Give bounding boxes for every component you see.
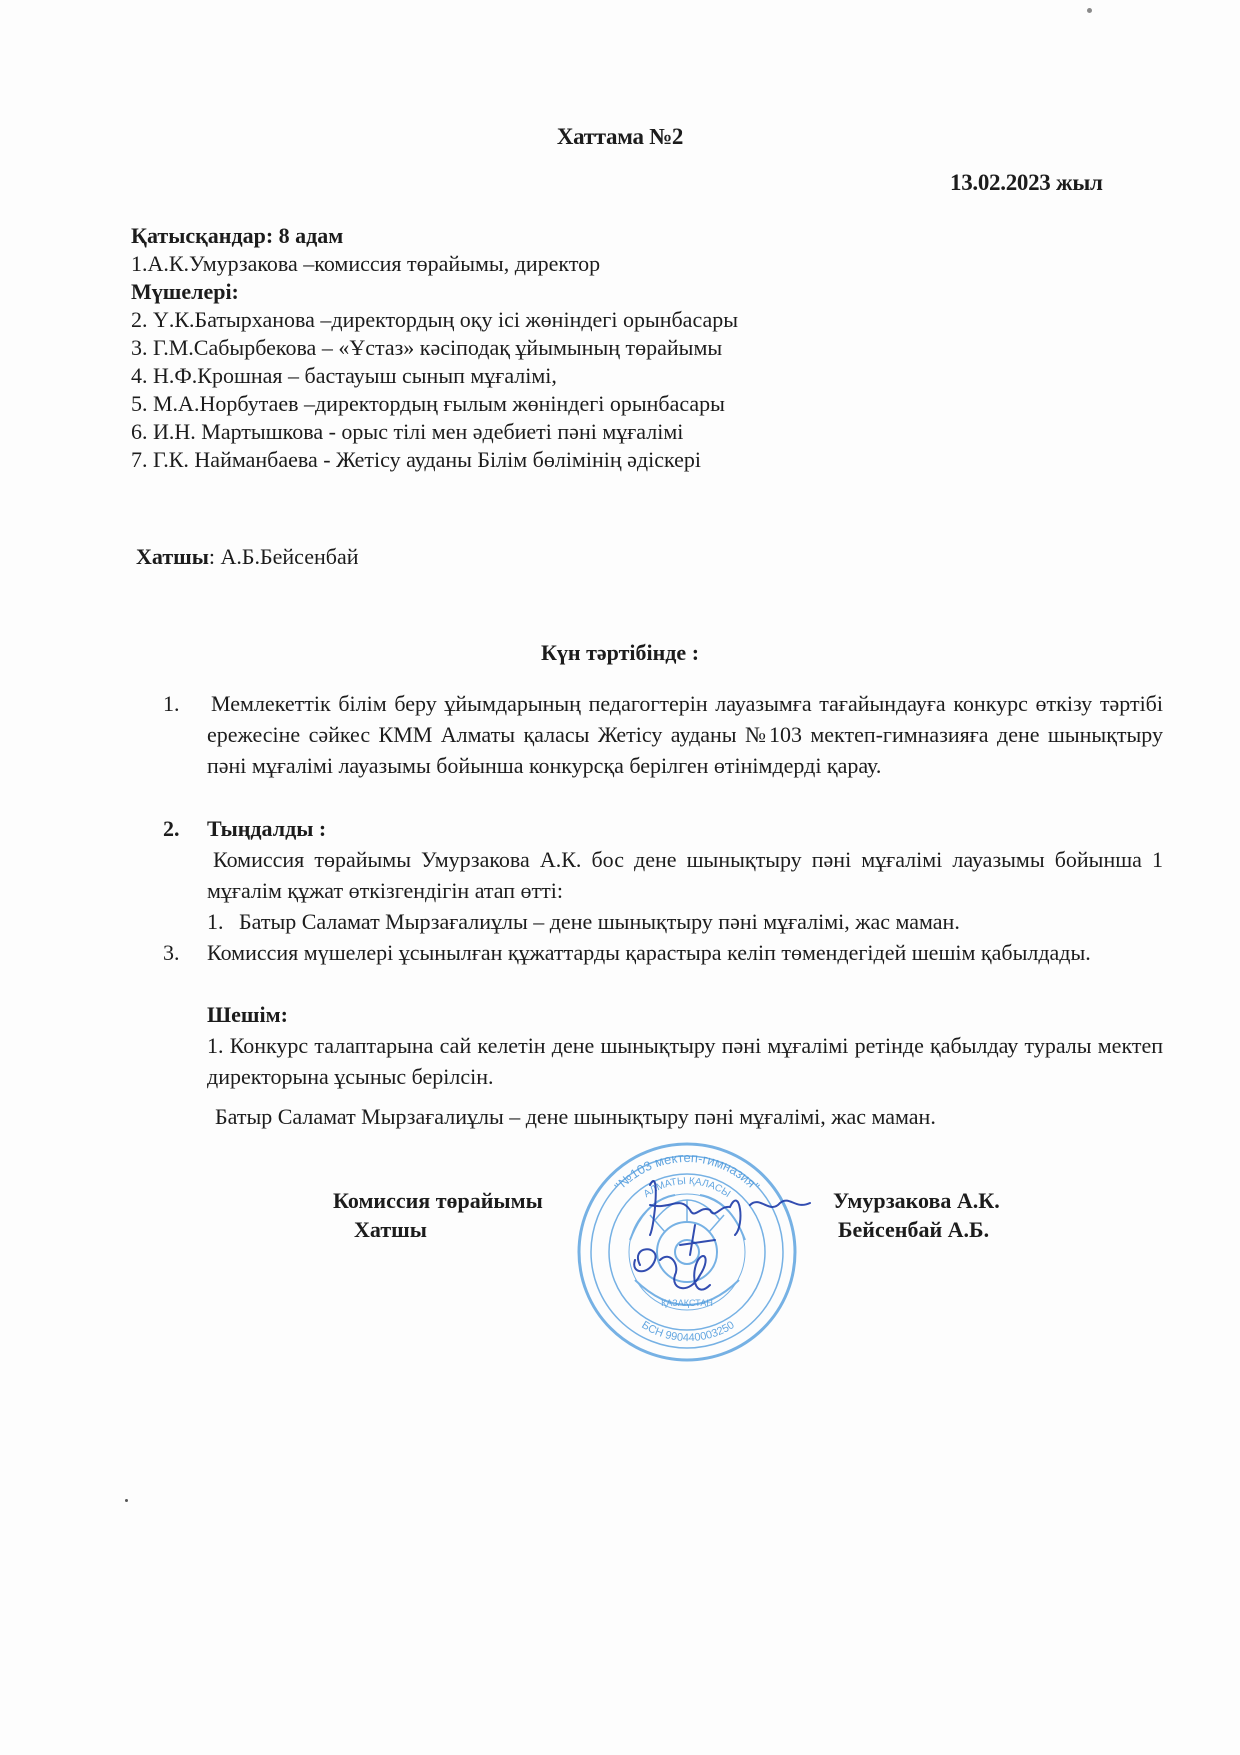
sub-item-number: 1. <box>207 909 224 934</box>
chair-name: Умурзакова А.К. <box>833 1188 1000 1213</box>
agenda-item-text: Мемлекеттік білім беру ұйымдарының педагогтерін лауазымға тағайындауға конкурс өткізу тәртібі ережесіне сәйкес КММ Алматы қаласы Жетісу ауданы №103 мектеп-гимназияға дене шынықтыру пәні мұғалімі лауазымы бойынша конкурсқа берілген өтінімдерді қарау. <box>207 691 1163 778</box>
sub-item-text: Батыр Саламат Мырзағалиұлы – дене шынықтыру пәні мұғалімі, жас маман. <box>239 909 960 934</box>
candidate-line: Батыр Саламат Мырзағалиұлы – дене шынықтыру пәні мұғалімі, жас маман. <box>215 1104 936 1129</box>
heard-label: Тыңдалды : <box>207 816 327 841</box>
agenda-item-1 <box>163 688 1163 781</box>
svg-text:ҚАЗАҚСТАН: ҚАЗАҚСТАН <box>661 1298 713 1308</box>
agenda-item-3 <box>163 937 1163 968</box>
agenda-item-2 <box>163 813 1163 844</box>
scan-artifact <box>1087 8 1092 13</box>
agenda-item-number: 1. <box>163 691 180 716</box>
secretary-line <box>136 543 358 571</box>
svg-text:АЛМАТЫ ҚАЛАСЫ: АЛМАТЫ ҚАЛАСЫ <box>641 1175 733 1201</box>
secretary-role-label: Хатшы <box>354 1217 427 1242</box>
attendees-label: Қатысқандар: 8 адам <box>131 223 344 248</box>
heard-text: Комиссия төрайымы Умурзакова А.К. бос дене шынықтыру пәні мұғалімі лауазымы бойынша 1 мұғалім құжат өткізгендігін атап өтті: <box>207 847 1163 903</box>
member-item: 5. М.А.Норбутаев –директордың ғылым жөніндегі орынбасары <box>131 391 725 416</box>
decision-label: Шешім: <box>207 1002 288 1027</box>
decision-label-row <box>163 999 1163 1030</box>
member-item: 3. Г.М.Сабырбекова – «Ұстаз» кәсіподақ ұйымының төрайымы <box>131 335 723 360</box>
document-date: 13.02.2023 жыл <box>950 170 1103 195</box>
chair-role-label: Комиссия төрайымы <box>333 1188 543 1213</box>
secretary-value: : А.Б.Бейсенбай <box>208 544 359 569</box>
agenda-heading: Күн тәртібінде : <box>540 640 700 665</box>
agenda-item-text: Комиссия мүшелері ұсынылған құжаттарды қарастыра келіп төмендегідей шешім қабылдады. <box>207 940 1091 965</box>
chair-line: 1.А.К.Умурзакова –комиссия төрайымы, директор <box>131 251 601 276</box>
members-label: Мүшелері: <box>131 279 239 304</box>
heard-text-block <box>163 844 1163 906</box>
member-item: 2. Ү.К.Батырханова –директордың оқу ісі жөніндегі орынбасары <box>131 307 739 332</box>
member-item: 6. И.Н. Мартышкова - орыс тілі мен әдебиеті пәні мұғалімі <box>131 419 684 444</box>
scan-artifact <box>125 1499 128 1502</box>
secretary-name: Бейсенбай А.Б. <box>838 1217 990 1242</box>
heard-sub-item <box>207 906 1107 937</box>
agenda-item-number: 2. <box>163 816 180 841</box>
decision-text: 1. Конкурс талаптарына сай келетін дене шынықтыру пәні мұғалімі ретінде қабылдау туралы мектеп директорына ұсыныс берілсін. <box>207 1033 1163 1089</box>
member-item: 7. Г.К. Найманбаева - Жетісу ауданы Білім бөлімінің әдіскері <box>131 447 701 472</box>
svg-text:"№103 мектеп-гимназия": "№103 мектеп-гимназия" <box>611 1149 763 1194</box>
signature-icon <box>620 1165 820 1305</box>
agenda-item-number: 3. <box>163 940 180 965</box>
secretary-label: Хатшы <box>136 544 209 569</box>
member-item: 4. Н.Ф.Крошная – бастауыш сынып мұғалімі, <box>131 363 557 388</box>
decision-text-block <box>163 1030 1163 1092</box>
svg-text:БСН 990440003250: БСН 990440003250 <box>639 1319 737 1345</box>
document-title: Хаттама №2 <box>556 124 684 149</box>
